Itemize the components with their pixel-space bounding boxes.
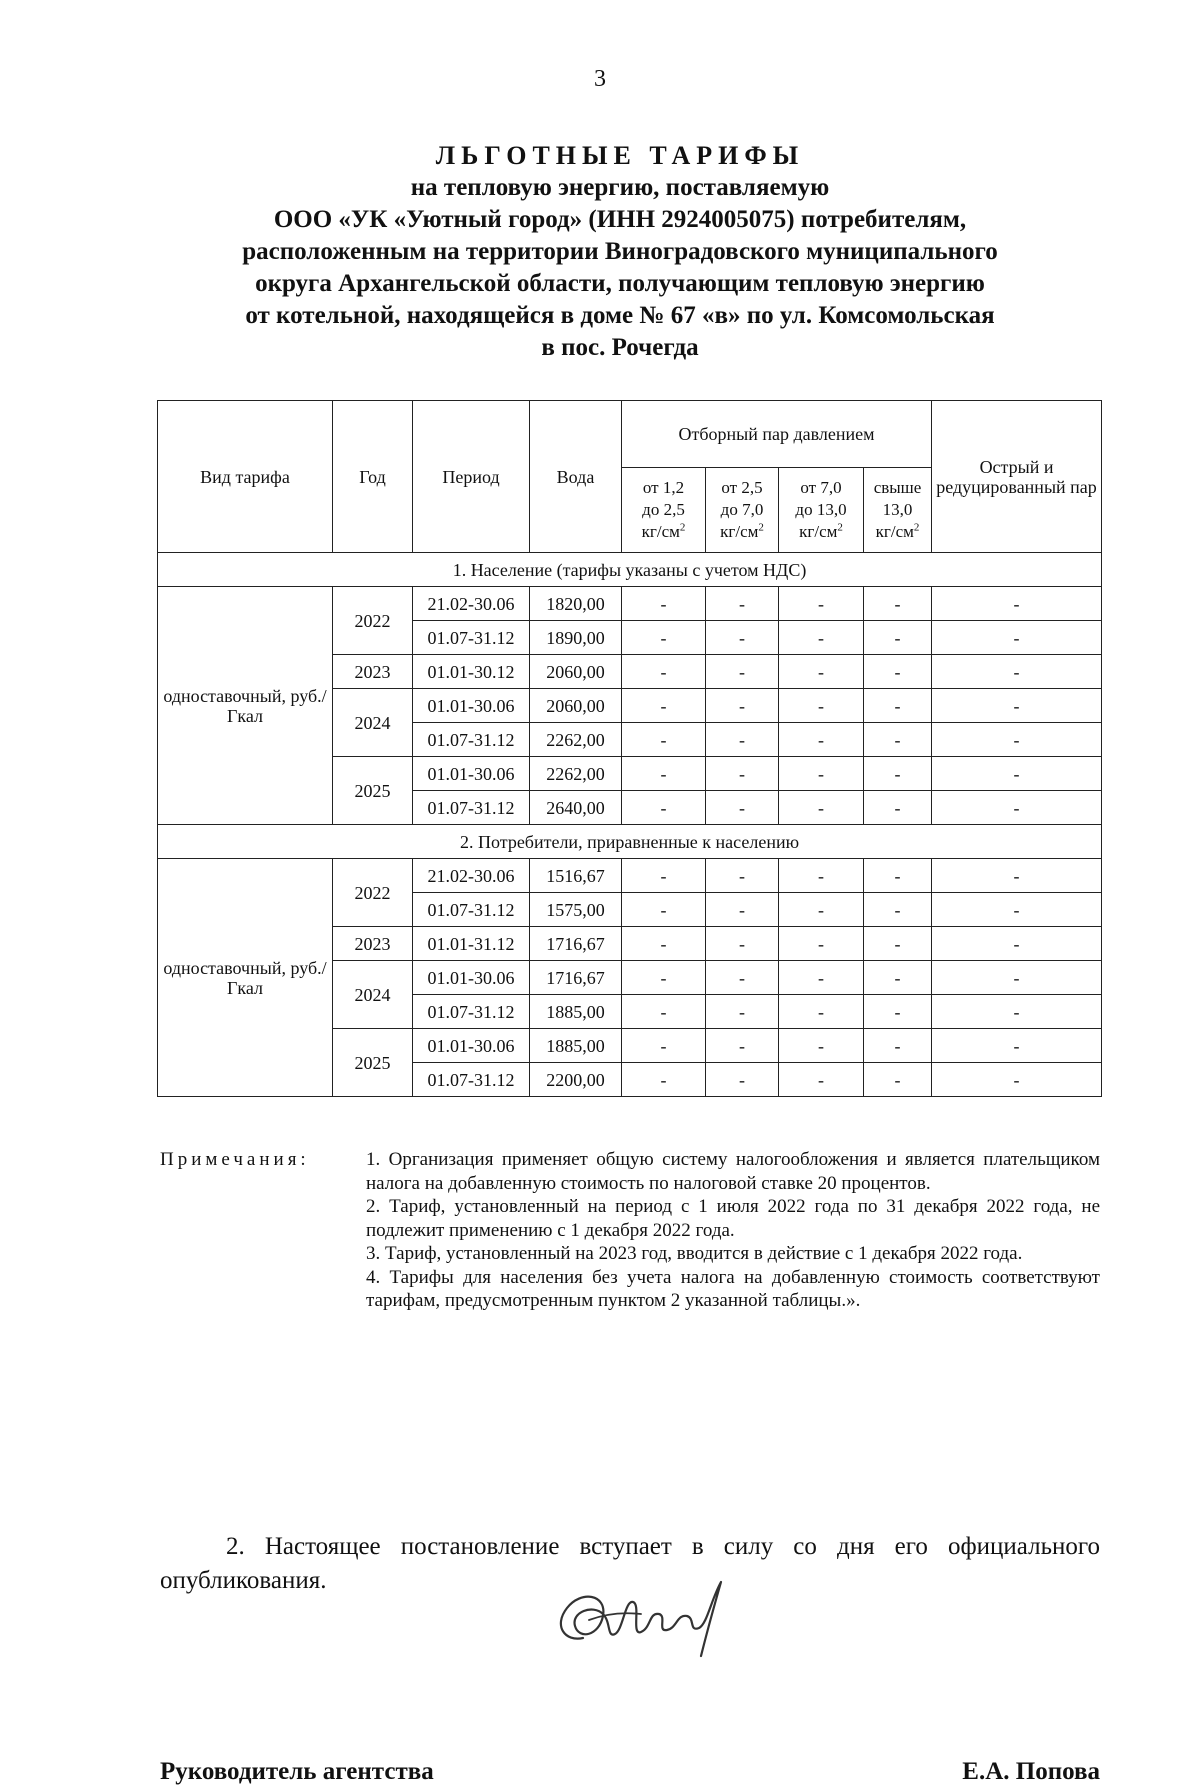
water-tariff-cell: 2060,00	[530, 689, 622, 723]
header-steam-col	[864, 468, 932, 553]
header-steam-col	[706, 468, 779, 553]
header-water: Вода	[530, 401, 622, 553]
steam-range-from: свыше	[873, 478, 922, 497]
empty-tariff-cell: -	[706, 689, 779, 723]
water-tariff-cell: 2060,00	[530, 655, 622, 689]
title-line: расположенным на территории Виноградовского муниципального	[242, 238, 998, 265]
empty-tariff-cell: -	[779, 927, 864, 961]
empty-tariff-cell: -	[864, 689, 932, 723]
empty-tariff-cell: -	[864, 927, 932, 961]
water-tariff-cell: 1885,00	[530, 995, 622, 1029]
period-cell: 01.07-31.12	[413, 723, 530, 757]
period-cell: 21.02-30.06	[413, 859, 530, 893]
tariff-table	[157, 400, 1102, 1097]
empty-tariff-cell: -	[932, 927, 1102, 961]
water-tariff-cell: 1820,00	[530, 587, 622, 621]
empty-tariff-cell: -	[779, 723, 864, 757]
period-cell: 01.07-31.12	[413, 893, 530, 927]
period-cell: 01.07-31.12	[413, 621, 530, 655]
empty-tariff-cell: -	[864, 621, 932, 655]
empty-tariff-cell: -	[622, 689, 706, 723]
empty-tariff-cell: -	[932, 961, 1102, 995]
empty-tariff-cell: -	[864, 757, 932, 791]
water-tariff-cell: 2640,00	[530, 791, 622, 825]
empty-tariff-cell: -	[706, 791, 779, 825]
empty-tariff-cell: -	[864, 893, 932, 927]
title-line: от котельной, находящейся в доме № 67 «в» по ул. Комсомольская	[245, 302, 995, 329]
empty-tariff-cell: -	[706, 655, 779, 689]
water-tariff-cell: 1716,67	[530, 961, 622, 995]
period-cell: 01.07-31.12	[413, 791, 530, 825]
empty-tariff-cell: -	[779, 757, 864, 791]
signature-image	[545, 1560, 745, 1670]
empty-tariff-cell: -	[932, 621, 1102, 655]
empty-tariff-cell: -	[932, 1029, 1102, 1063]
note-item: 2. Тариф, установленный на период с 1 июля 2022 года по 31 декабря 2022 года, не подлежит применению с 1 декабря 2022 года.	[366, 1196, 1100, 1241]
section-title: 1. Население (тарифы указаны с учетом НДС)	[158, 553, 1102, 587]
period-cell: 01.01-30.06	[413, 961, 530, 995]
empty-tariff-cell: -	[779, 587, 864, 621]
title-line: ООО «УК «Уютный город» (ИНН 2924005075) потребителям,	[273, 206, 967, 233]
table-row	[158, 859, 1102, 893]
water-tariff-cell: 1516,67	[530, 859, 622, 893]
empty-tariff-cell: -	[779, 961, 864, 995]
empty-tariff-cell: -	[622, 893, 706, 927]
water-tariff-cell: 1716,67	[530, 927, 622, 961]
steam-unit-exponent: 2	[837, 521, 843, 534]
steam-unit-exponent: 2	[913, 521, 920, 534]
signature	[545, 1560, 745, 1675]
empty-tariff-cell: -	[622, 927, 706, 961]
empty-tariff-cell: -	[706, 1029, 779, 1063]
period-cell: 01.01-30.06	[413, 689, 530, 723]
signer-title: Руководитель агентства	[160, 1758, 434, 1785]
page-number: 3	[594, 66, 606, 92]
header-period: Период	[413, 401, 530, 553]
empty-tariff-cell: -	[864, 723, 932, 757]
empty-tariff-cell: -	[864, 961, 932, 995]
header-year: Год	[333, 401, 413, 553]
period-cell: 01.01-30.06	[413, 1029, 530, 1063]
year-cell: 2025	[333, 1029, 413, 1097]
steam-range-from: от 7,0	[800, 478, 842, 497]
note-item: 4. Тарифы для населения без учета налога на добавленную стоимость соответствуют тарифам, предусмотренным пунктом 2 указанной таблицы.».	[366, 1266, 1100, 1311]
header-steam-col	[622, 468, 706, 553]
empty-tariff-cell: -	[864, 995, 932, 1029]
empty-tariff-cell: -	[932, 791, 1102, 825]
empty-tariff-cell: -	[864, 1029, 932, 1063]
empty-tariff-cell: -	[622, 1029, 706, 1063]
table-row	[158, 587, 1102, 621]
empty-tariff-cell: -	[622, 621, 706, 655]
notes-label: Примечания:	[160, 1149, 310, 1170]
water-tariff-cell: 1575,00	[530, 893, 622, 927]
empty-tariff-cell: -	[864, 859, 932, 893]
tariff-type-cell: одноставочный, руб./Гкал	[158, 587, 333, 825]
water-tariff-cell: 1885,00	[530, 1029, 622, 1063]
steam-range-to: до 7,0	[720, 500, 764, 519]
note-item: 1. Организация применяет общую систему налогообложения и является плательщиком налога на добавленную стоимость по налоговой ставке 20 процентов.	[366, 1149, 1100, 1194]
empty-tariff-cell: -	[932, 689, 1102, 723]
period-cell: 01.07-31.12	[413, 995, 530, 1029]
document-title	[160, 140, 1080, 364]
empty-tariff-cell: -	[864, 655, 932, 689]
empty-tariff-cell: -	[706, 587, 779, 621]
steam-unit-exponent: 2	[679, 521, 686, 534]
water-tariff-cell: 1890,00	[530, 621, 622, 655]
empty-tariff-cell: -	[706, 757, 779, 791]
empty-tariff-cell: -	[706, 723, 779, 757]
empty-tariff-cell: -	[779, 893, 864, 927]
steam-range-from: от 1,2	[642, 478, 685, 497]
steam-range-to: до 13,0	[795, 500, 847, 519]
empty-tariff-cell: -	[864, 587, 932, 621]
title-line: округа Архангельской области, получающим тепловую энергию	[255, 270, 985, 297]
empty-tariff-cell: -	[932, 723, 1102, 757]
empty-tariff-cell: -	[622, 1063, 706, 1097]
water-tariff-cell: 2262,00	[530, 757, 622, 791]
empty-tariff-cell: -	[706, 893, 779, 927]
empty-tariff-cell: -	[932, 995, 1102, 1029]
empty-tariff-cell: -	[706, 927, 779, 961]
year-cell: 2023	[333, 927, 413, 961]
decree-text: 2. Настоящее постановление вступает в силу со дня его официального опубликования.	[160, 1533, 1100, 1594]
period-cell: 01.01-31.12	[413, 927, 530, 961]
section-title: 2. Потребители, приравненные к населению	[158, 825, 1102, 859]
empty-tariff-cell: -	[622, 723, 706, 757]
steam-unit-exponent: 2	[758, 521, 764, 534]
empty-tariff-cell: -	[622, 655, 706, 689]
signer-name: Е.А. Попова	[962, 1758, 1100, 1785]
empty-tariff-cell: -	[622, 757, 706, 791]
header-tariff-type: Вид тарифа	[158, 401, 333, 553]
water-tariff-cell: 2262,00	[530, 723, 622, 757]
steam-range-to: 13,0	[882, 500, 913, 519]
empty-tariff-cell: -	[706, 859, 779, 893]
steam-unit: кг/см	[641, 522, 680, 541]
empty-tariff-cell: -	[706, 961, 779, 995]
empty-tariff-cell: -	[932, 859, 1102, 893]
empty-tariff-cell: -	[779, 689, 864, 723]
year-cell: 2022	[333, 859, 413, 927]
empty-tariff-cell: -	[706, 1063, 779, 1097]
note-item: 3. Тариф, установленный на 2023 год, вводится в действие с 1 декабря 2022 года.	[366, 1243, 1023, 1264]
empty-tariff-cell: -	[706, 621, 779, 655]
year-cell: 2024	[333, 689, 413, 757]
period-cell: 01.07-31.12	[413, 1063, 530, 1097]
empty-tariff-cell: -	[622, 995, 706, 1029]
empty-tariff-cell: -	[779, 621, 864, 655]
empty-tariff-cell: -	[622, 791, 706, 825]
notes-list	[366, 1148, 1100, 1313]
empty-tariff-cell: -	[932, 757, 1102, 791]
steam-range-to: до 2,5	[642, 500, 685, 519]
empty-tariff-cell: -	[622, 859, 706, 893]
year-cell: 2025	[333, 757, 413, 825]
title-main: ЛЬГОТНЫЕ ТАРИФЫ	[435, 141, 805, 170]
empty-tariff-cell: -	[932, 1063, 1102, 1097]
year-cell: 2022	[333, 587, 413, 655]
title-line: на тепловую энергию, поставляемую	[410, 174, 830, 201]
empty-tariff-cell: -	[932, 893, 1102, 927]
year-cell: 2023	[333, 655, 413, 689]
empty-tariff-cell: -	[864, 791, 932, 825]
empty-tariff-cell: -	[932, 587, 1102, 621]
empty-tariff-cell: -	[706, 995, 779, 1029]
empty-tariff-cell: -	[622, 961, 706, 995]
empty-tariff-cell: -	[779, 859, 864, 893]
period-cell: 01.01-30.06	[413, 757, 530, 791]
year-cell: 2024	[333, 961, 413, 1029]
header-sharp-steam: Острый и редуцированный пар	[932, 401, 1102, 553]
title-line: в пос. Рочегда	[541, 334, 699, 361]
empty-tariff-cell: -	[864, 1063, 932, 1097]
empty-tariff-cell: -	[622, 587, 706, 621]
header-steam-col	[779, 468, 864, 553]
steam-unit: кг/см	[799, 522, 838, 541]
steam-unit: кг/см	[720, 522, 759, 541]
period-cell: 21.02-30.06	[413, 587, 530, 621]
empty-tariff-cell: -	[779, 791, 864, 825]
empty-tariff-cell: -	[779, 995, 864, 1029]
empty-tariff-cell: -	[932, 655, 1102, 689]
water-tariff-cell: 2200,00	[530, 1063, 622, 1097]
empty-tariff-cell: -	[779, 1063, 864, 1097]
empty-tariff-cell: -	[779, 655, 864, 689]
steam-unit: кг/см	[875, 522, 914, 541]
empty-tariff-cell: -	[779, 1029, 864, 1063]
period-cell: 01.01-30.12	[413, 655, 530, 689]
header-steam-group: Отборный пар давлением	[622, 401, 932, 468]
tariff-type-cell: одноставочный, руб./Гкал	[158, 859, 333, 1097]
steam-range-from: от 2,5	[721, 478, 763, 497]
